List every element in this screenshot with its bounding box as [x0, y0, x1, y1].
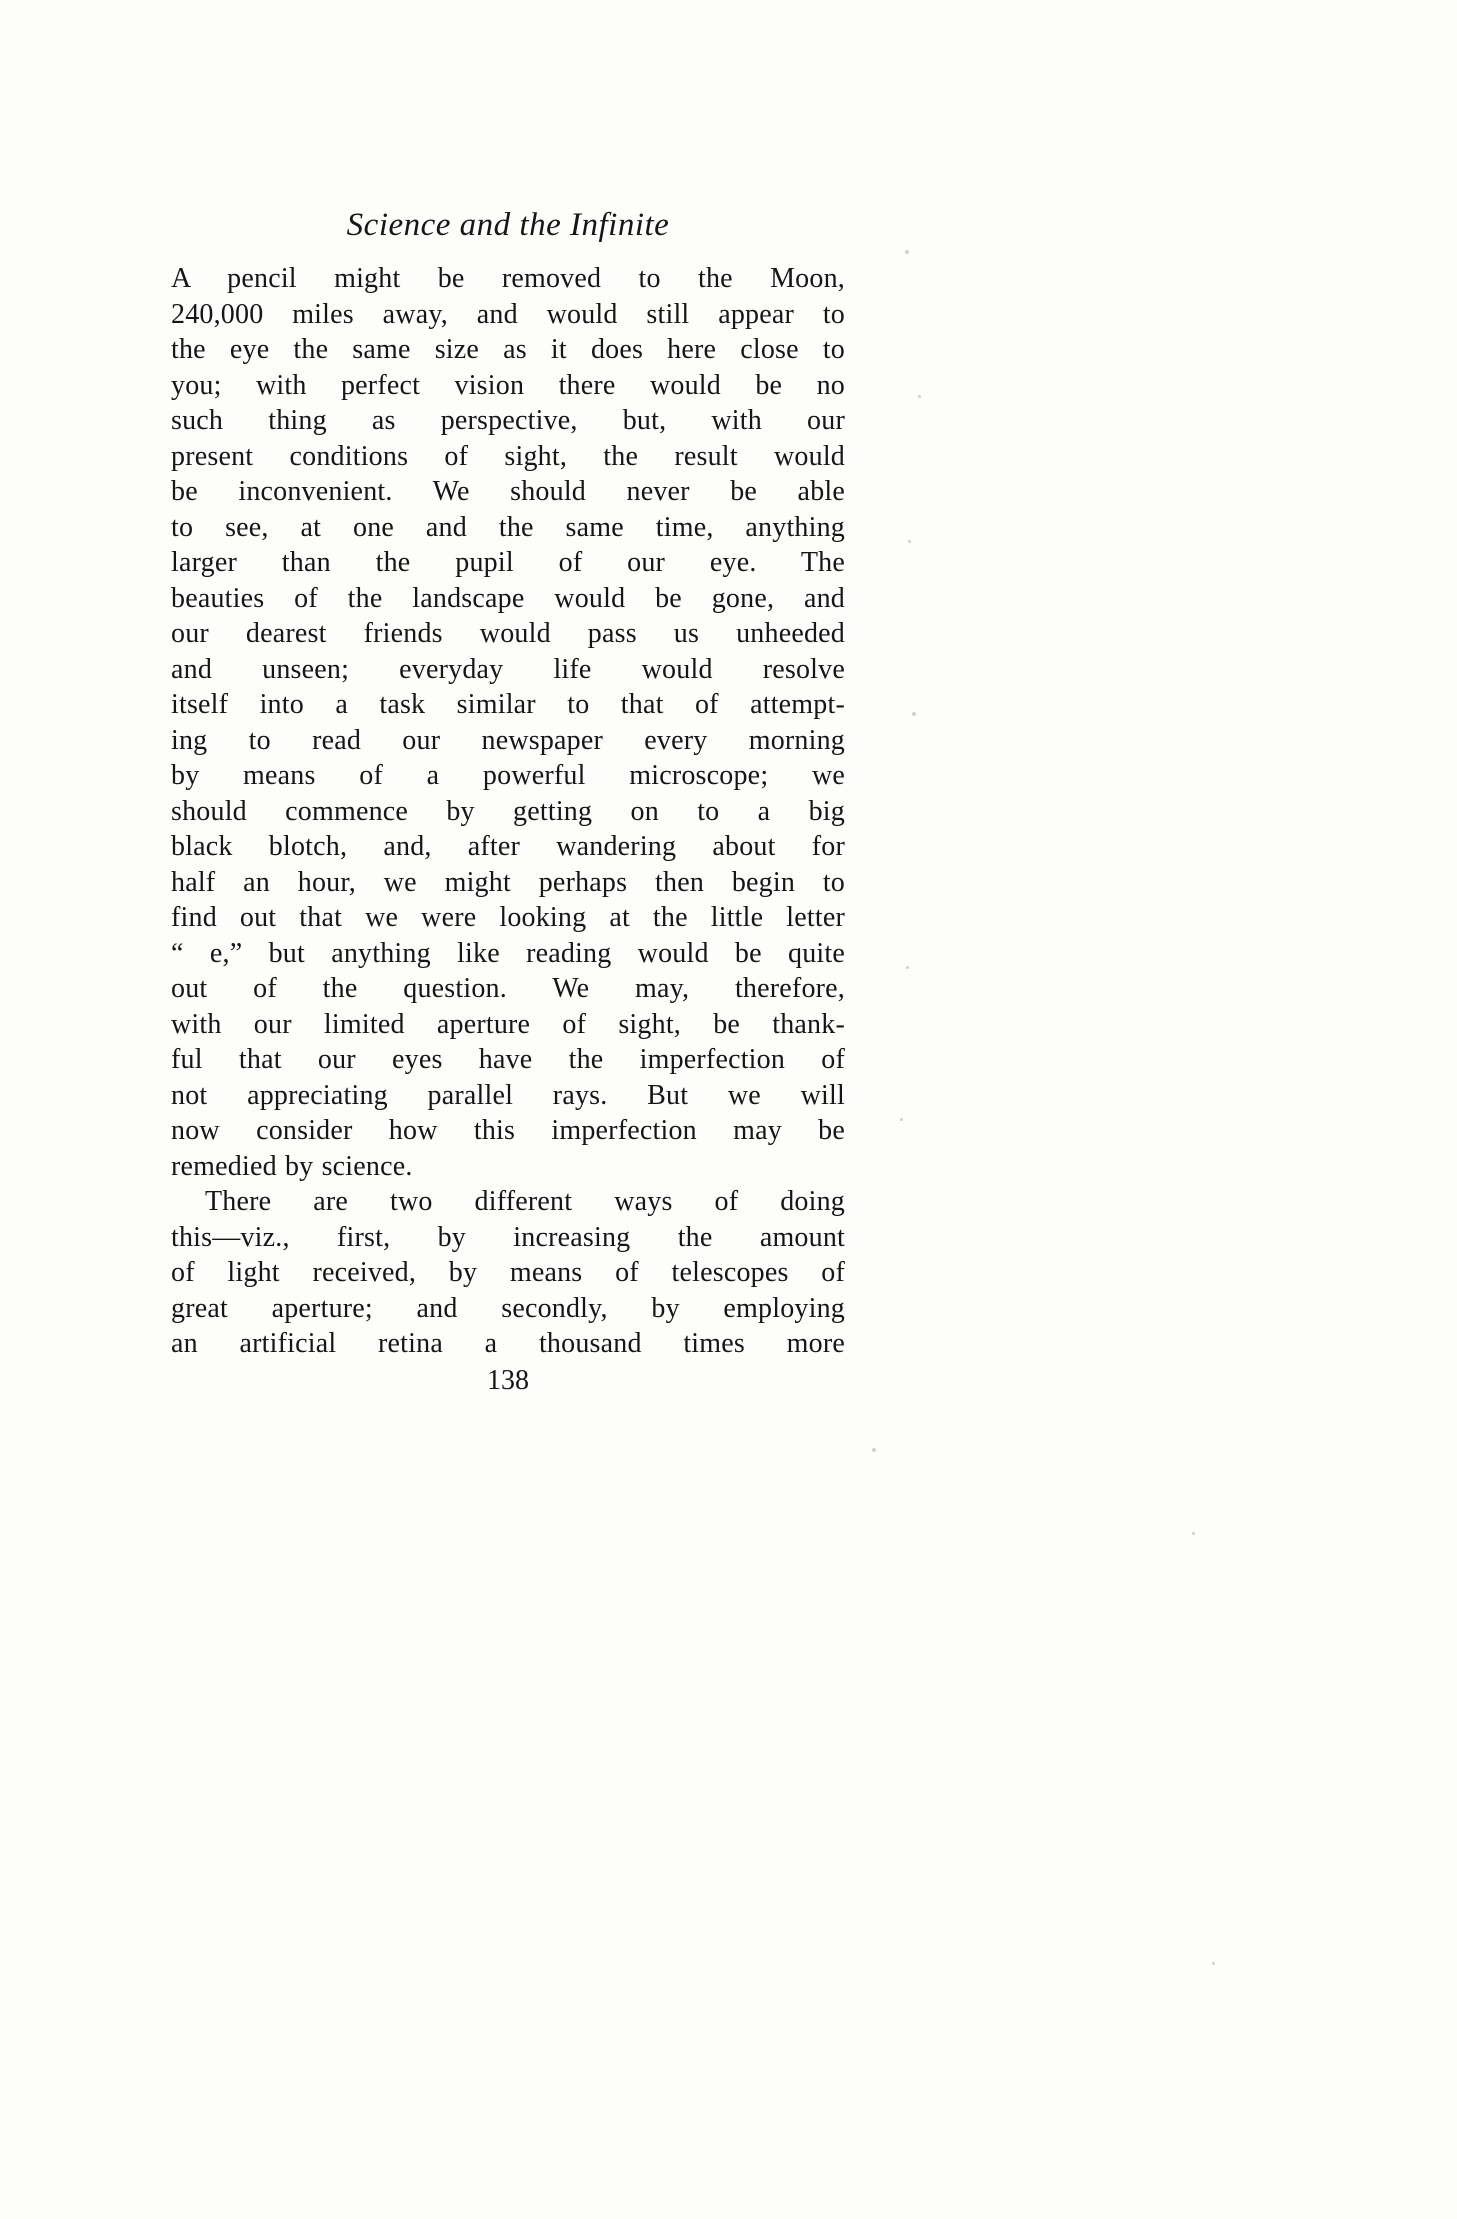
text-line: ing to read our newspaper every morning [171, 724, 845, 756]
text-line: larger than the pupil of our eye. The [171, 547, 845, 578]
text-line: find out that we were looking at the little letter [171, 902, 845, 933]
text-line: ful that our eyes have the imperfection of [171, 1044, 845, 1075]
text-line: A pencil might be removed to the Moon, [171, 263, 845, 294]
scan-speck [912, 712, 916, 716]
body-text [171, 261, 845, 1362]
page-title: Science and the Infinite [346, 207, 670, 243]
text-line: this—viz., first, by increasing the amount [171, 1221, 845, 1253]
text-line: the eye the same size as it does here close to [171, 334, 845, 365]
text-line: itself into a task similar to that of attempt- [171, 689, 845, 720]
scan-speck [1192, 1532, 1195, 1535]
text-block [171, 205, 845, 1398]
text-line: half an hour, we might perhaps then begin to [171, 866, 845, 898]
text-line: you; with perfect vision there would be no [171, 369, 845, 401]
text-line: now consider how this imperfection may be [171, 1115, 845, 1146]
text-line: out of the question. We may, therefore, [171, 973, 845, 1004]
scan-speck [908, 540, 911, 543]
text-line: to see, at one and the same time, anything [171, 511, 845, 543]
text-line: such thing as perspective, but, with our [171, 405, 845, 436]
text-line: of light received, by means of telescopes of [171, 1257, 845, 1288]
text-line: our dearest friends would pass us unheeded [171, 618, 845, 649]
text-line: not appreciating parallel rays. But we will [171, 1079, 845, 1111]
text-line: be inconvenient. We should never be able [171, 476, 845, 507]
text-line: 240,000 miles away, and would still appear to [171, 298, 845, 330]
text-line: should commence by getting on to a big [171, 795, 845, 827]
scan-speck [906, 966, 909, 969]
scan-speck [1212, 1962, 1215, 1965]
text-line: great aperture; and secondly, by employing [171, 1292, 845, 1324]
text-line: present conditions of sight, the result would [171, 440, 845, 472]
text-line: and unseen; everyday life would resolve [171, 653, 845, 685]
text-line: remedied by science. [171, 1150, 413, 1182]
scan-speck [872, 1448, 876, 1452]
scan-speck [918, 395, 921, 398]
text-line: black blotch, and, after wandering about for [171, 831, 845, 862]
text-line: “ e,” but anything like reading would be quite [171, 937, 845, 969]
text-line: with our limited aperture of sight, be thank- [171, 1008, 845, 1040]
page-number: 138 [487, 1364, 529, 1396]
scan-speck [900, 1118, 903, 1121]
text-line: by means of a powerful microscope; we [171, 760, 845, 791]
scan-speck [905, 250, 909, 254]
text-line: There are two different ways of doing [205, 1186, 845, 1217]
text-line: beauties of the landscape would be gone, and [171, 582, 845, 614]
text-line: an artificial retina a thousand times more [171, 1328, 845, 1359]
